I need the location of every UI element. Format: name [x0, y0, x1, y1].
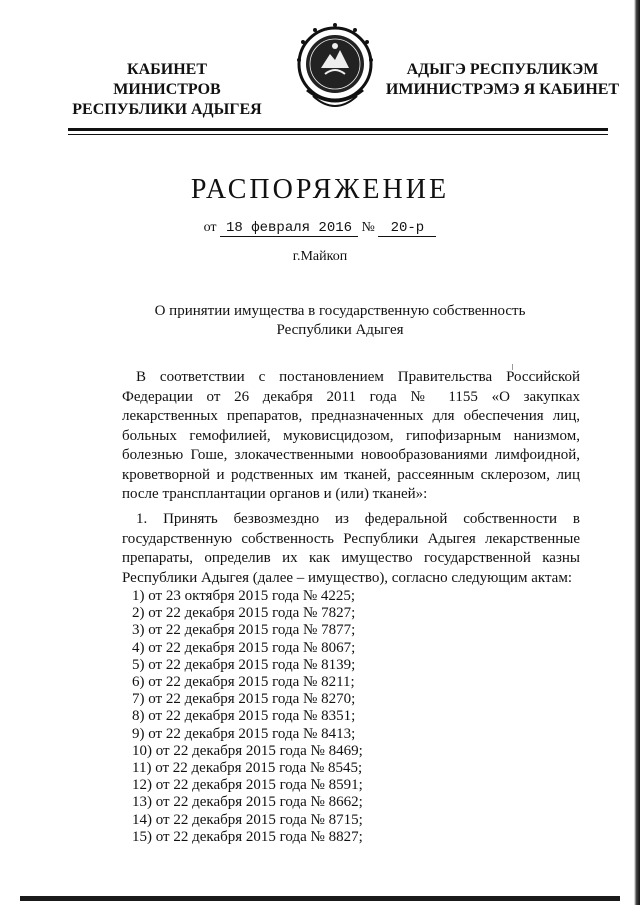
header-left-line2: РЕСПУБЛИКИ АДЫГЕЯ — [72, 101, 262, 118]
header-right-line2: ИМИНИСТРЭМЭ Я КАБИНЕТ — [385, 81, 620, 98]
document-number: 20-р — [378, 220, 436, 237]
scan-border-right — [634, 0, 640, 905]
item-1-paragraph: 1. Принять безвозмездно из федеральной собственности в государственную собственность Республики Адыгея лекарственные препараты, определив их как имущество государственной казны Республики Адыгея (далее – имущество), согласно следующим актам: — [122, 511, 580, 586]
list-item: 5) от 22 декабря 2015 года № 8139; — [132, 656, 356, 673]
preamble-paragraph: В соответствии с постановлением Правительства Российской Федерации от 26 декабря 2011 года № 1155 «О закупках лекарственных препаратов, предназначенных для обеспечения лиц, больных гемофилией, муковисцидозом, гипофизарным нанизмом, болезнью Гоше, злокачественными новообразованиями лимфоидной, кроветворной и родственных им тканей, рассеянным склерозом, лиц после трансплантации органов и (или) тканей»: — [122, 369, 580, 502]
list-item: 13) от 22 декабря 2015 года № 8662; — [132, 794, 363, 811]
number-label: № — [361, 220, 375, 235]
date-from-label: от — [203, 220, 217, 235]
list-item: 8) от 22 декабря 2015 года № 8351; — [132, 708, 356, 725]
list-item: 7) от 22 декабря 2015 года № 8270; — [132, 691, 356, 708]
list-item: 10) от 22 декабря 2015 года № 8469; — [132, 742, 363, 759]
list-item: 9) от 22 декабря 2015 года № 8413; — [132, 725, 356, 742]
header-right-line1: АДЫГЭ РЕСПУБЛИКЭМ — [406, 61, 599, 78]
list-item: 15) от 22 декабря 2015 года № 8827; — [132, 828, 363, 845]
header-right-ministry-adyghe — [385, 60, 620, 100]
list-item: 6) от 22 декабря 2015 года № 8211; — [132, 674, 355, 691]
city-name: г.Майкоп — [292, 249, 348, 264]
list-item: 1) от 23 октября 2015 года № 4225; — [132, 588, 356, 604]
list-item: 12) от 22 декабря 2015 года № 8591; — [132, 777, 363, 794]
document-subject — [130, 302, 550, 340]
list-item: 11) от 22 декабря 2015 года № 8545; — [132, 760, 363, 777]
header-left-line1: КАБИНЕТ МИНИСТРОВ — [113, 61, 221, 98]
list-item: 3) от 22 декабря 2015 года № 7877; — [132, 622, 356, 639]
subject-line1: О принятии имущества в государственную собственность — [154, 303, 526, 319]
list-item: 2) от 22 декабря 2015 года № 7827; — [132, 605, 356, 622]
document-title: РАСПОРЯЖЕНИЕ — [190, 174, 450, 205]
document-date: 18 февраля 2016 — [220, 220, 358, 237]
date-number-line — [0, 220, 640, 237]
scan-border-bottom — [20, 896, 620, 901]
header-divider-thin — [68, 134, 608, 135]
acts-list — [132, 588, 363, 846]
list-item: 14) от 22 декабря 2015 года № 8715; — [132, 811, 363, 828]
header-divider-thick — [68, 128, 608, 131]
subject-line2: Республики Адыгея — [276, 322, 404, 338]
coat-of-arms-emblem-icon — [283, 20, 387, 116]
header-left-ministry-russian — [72, 60, 262, 120]
list-item: 4) от 22 декабря 2015 года № 8067; — [132, 639, 356, 656]
